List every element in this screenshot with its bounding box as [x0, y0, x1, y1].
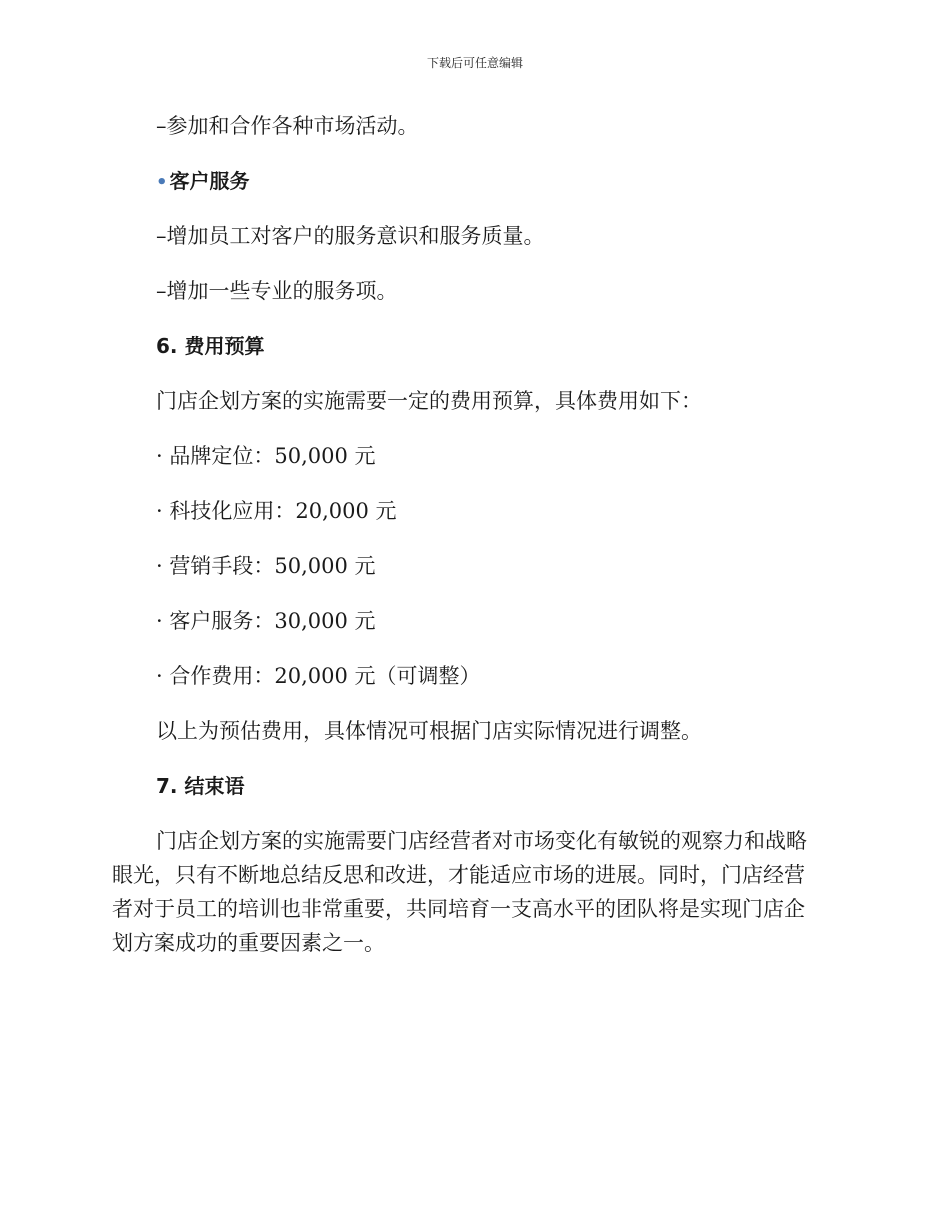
section-heading-budget: 6. 费用预算 — [156, 334, 265, 358]
text-line: –参加和合作各种市场活动。 — [156, 114, 419, 138]
text-line: 以上为预估费用，具体情况可根据门店实际情况进行调整。 — [156, 719, 702, 743]
text-line: –增加员工对客户的服务意识和服务质量。 — [156, 224, 545, 248]
paragraph-line: 门店企划方案的实施需要门店经营者对市场变化有敏锐的观察力和战略 — [156, 829, 807, 853]
paragraph-line: 眼光，只有不断地总结反思和改进，才能适应市场的进展。同时，门店经营 — [112, 863, 805, 887]
section-heading-conclusion: 7. 结束语 — [156, 774, 245, 798]
section-heading-label: 客户服务 — [169, 169, 250, 193]
budget-item: · 品牌定位：50,000 元 — [156, 444, 376, 468]
paragraph-line: 者对于员工的培训也非常重要，共同培育一支高水平的团队将是实现门店企 — [112, 897, 805, 921]
text-line: 门店企划方案的实施需要一定的费用预算，具体费用如下： — [156, 389, 702, 413]
section-heading-customer-service — [112, 164, 832, 198]
budget-item: · 营销手段：50,000 元 — [156, 554, 376, 578]
budget-item: · 客户服务：30,000 元 — [156, 609, 376, 633]
document-body — [112, 109, 832, 960]
page-header: 下载后可任意编辑 — [426, 56, 523, 70]
conclusion-paragraph — [112, 824, 832, 960]
paragraph-line: 划方案成功的重要因素之一。 — [112, 931, 385, 955]
text-line: –增加一些专业的服务项。 — [156, 279, 398, 303]
budget-item: · 科技化应用：20,000 元 — [156, 499, 397, 523]
bullet-icon: • — [156, 172, 168, 193]
budget-item: · 合作费用：20,000 元（可调整） — [156, 664, 481, 688]
